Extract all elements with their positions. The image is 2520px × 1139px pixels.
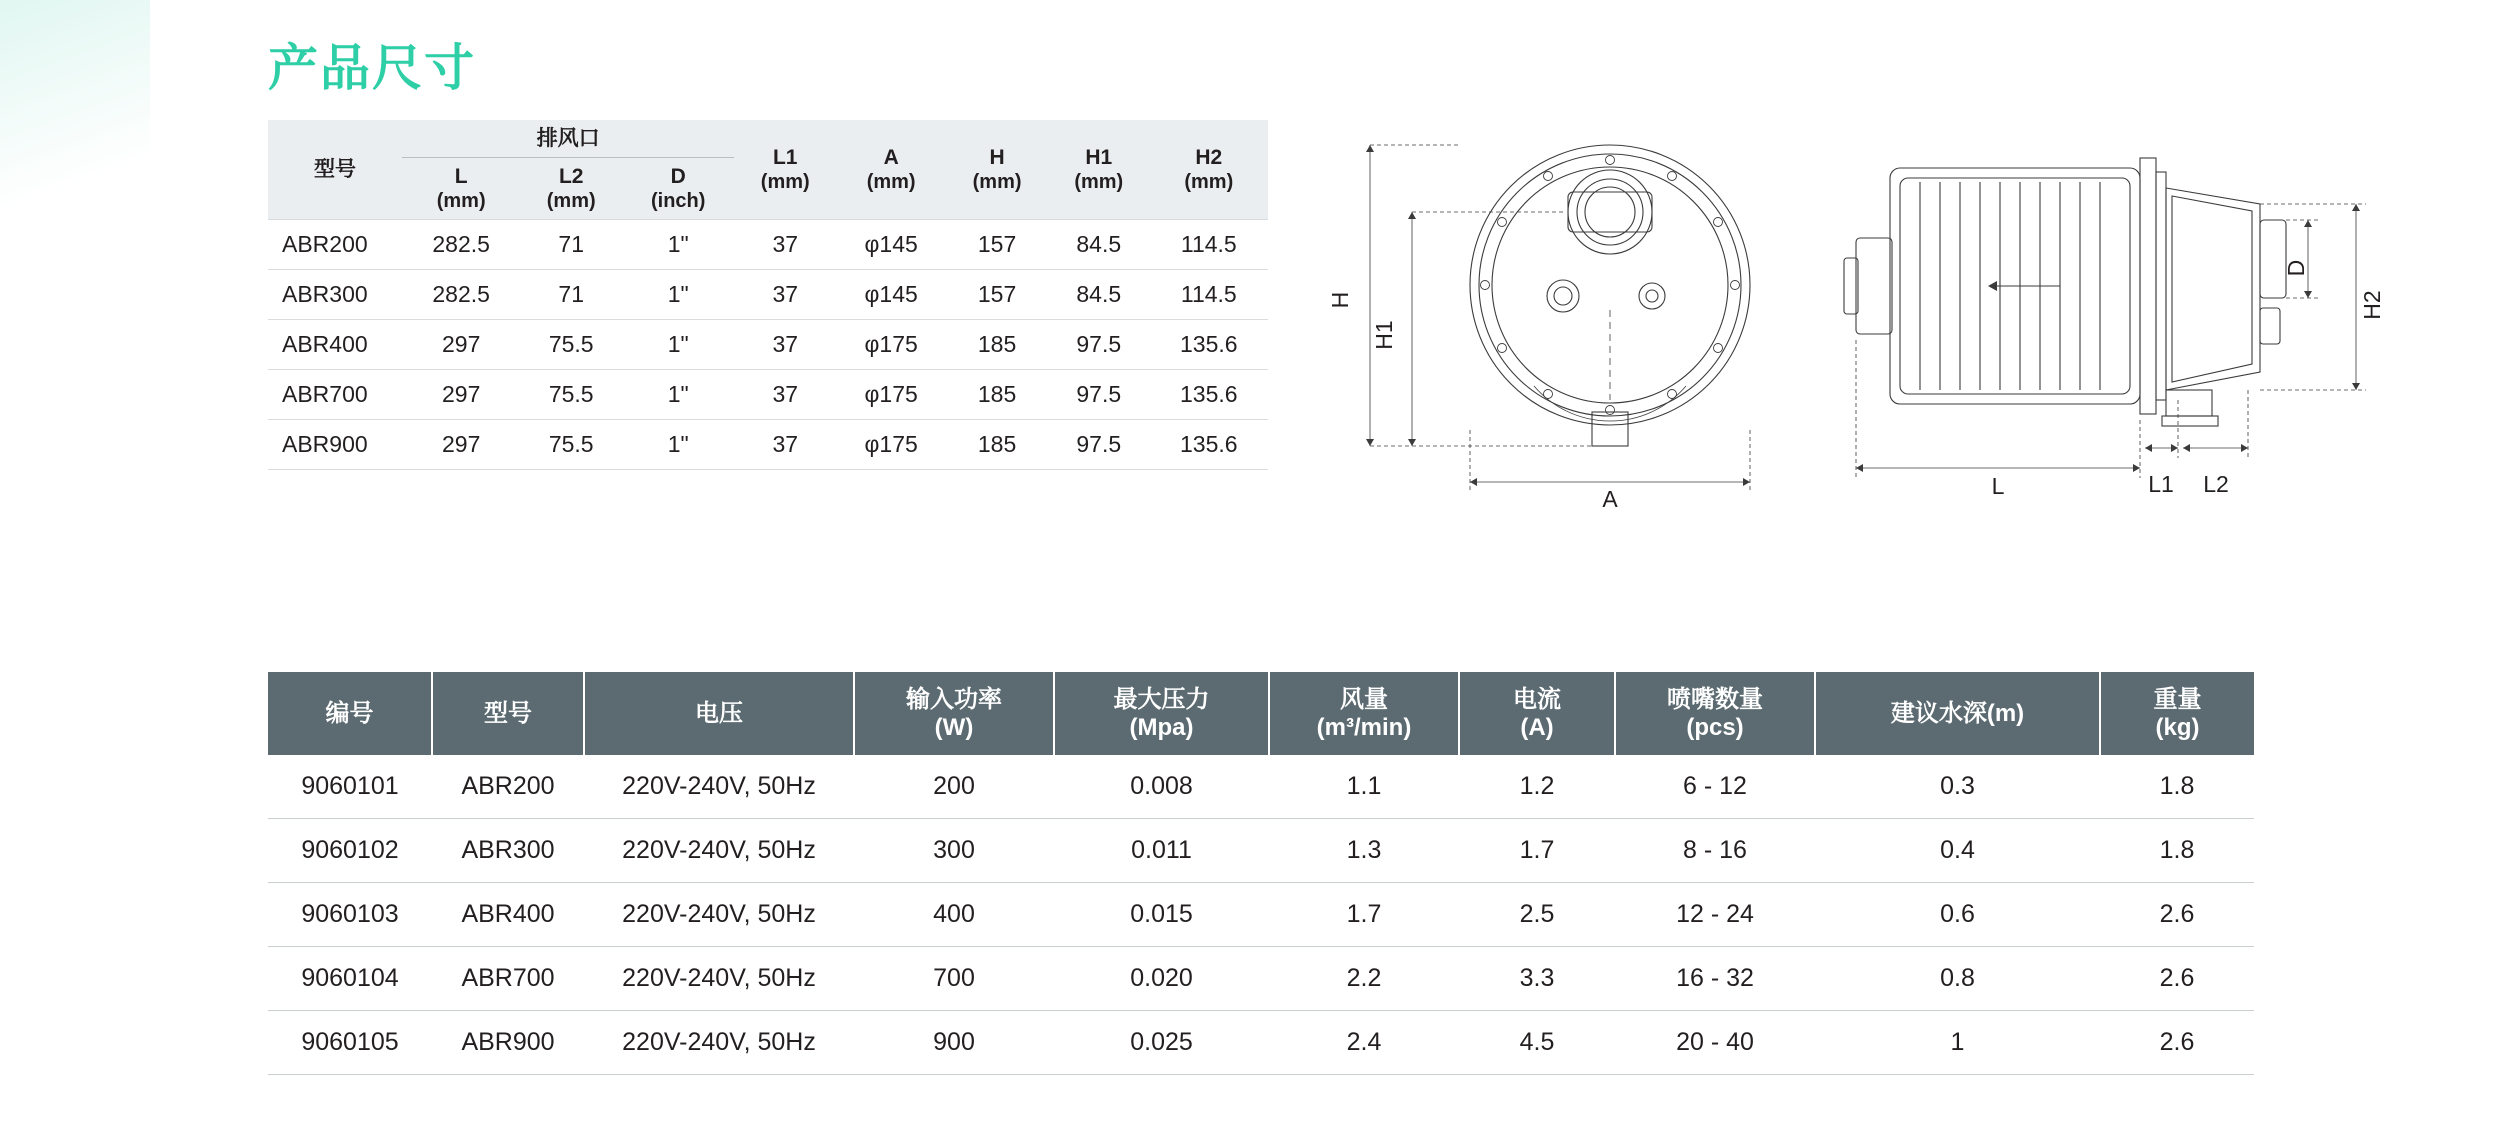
cell-pressure: 0.015 (1054, 883, 1269, 947)
cell-L1: 37 (734, 270, 836, 320)
col-header-D-name: D (670, 165, 686, 189)
cell-airflow: 1.7 (1269, 883, 1459, 947)
cell-D: 1" (622, 220, 734, 270)
col-header-pressure-line2: (Mpa) (1129, 713, 1194, 741)
cell-depth: 0.3 (1815, 755, 2100, 819)
cell-current: 2.5 (1459, 883, 1615, 947)
label-L2: L2 (2203, 471, 2229, 497)
col-header-current (1459, 672, 1615, 755)
cell-airflow: 2.2 (1269, 947, 1459, 1011)
col-header-L2-unit: (mm) (546, 190, 596, 213)
cell-D: 1" (622, 270, 734, 320)
cell-model: ABR700 (268, 370, 402, 420)
cell-depth: 0.6 (1815, 883, 2100, 947)
label-L1: L1 (2148, 471, 2174, 497)
col-header-H (946, 120, 1048, 220)
cell-A: φ145 (836, 270, 946, 320)
cell-L: 282.5 (402, 270, 520, 320)
table-row (268, 220, 1268, 270)
col-header-L-unit: (mm) (436, 190, 486, 213)
cell-current: 1.2 (1459, 755, 1615, 819)
cell-model: ABR300 (432, 819, 584, 883)
col-header-L-name: L (454, 165, 468, 189)
cell-L2: 75.5 (520, 370, 622, 420)
cell-L1: 37 (734, 320, 836, 370)
col-header-L2-name: L2 (558, 165, 584, 189)
cell-current: 3.3 (1459, 947, 1615, 1011)
col-header-model (432, 672, 584, 755)
cell-power: 300 (854, 819, 1054, 883)
corner-gradient-decoration (0, 0, 150, 230)
cell-A: φ175 (836, 370, 946, 420)
cell-D: 1" (622, 320, 734, 370)
specification-header-row (268, 672, 2254, 755)
cell-voltage: 220V-240V, 50Hz (584, 819, 854, 883)
col-header-airflow-line2: (m³/min) (1316, 713, 1412, 741)
col-header-code-line1: 编号 (325, 699, 374, 727)
col-header-weight-line1: 重量 (2153, 686, 2202, 713)
table-row (268, 320, 1268, 370)
cell-H2: 135.6 (1150, 420, 1268, 470)
cell-pressure: 0.020 (1054, 947, 1269, 1011)
front-view-dimensions (1366, 145, 1750, 492)
cell-L: 297 (402, 370, 520, 420)
col-header-A-name: A (883, 146, 899, 170)
cell-nozzles: 6 - 12 (1615, 755, 1815, 819)
cell-H2: 135.6 (1150, 370, 1268, 420)
col-header-current-line2: (A) (1520, 713, 1554, 741)
label-A: A (1602, 486, 1618, 512)
cell-L: 297 (402, 420, 520, 470)
col-header-nozzles-line2: (pcs) (1686, 713, 1744, 741)
cell-code: 9060103 (268, 883, 432, 947)
cell-H: 157 (946, 220, 1048, 270)
col-header-depth (1815, 672, 2100, 755)
col-header-pressure-line1: 最大压力 (1113, 686, 1210, 713)
cell-weight: 1.8 (2100, 819, 2254, 883)
col-header-L1-unit: (mm) (760, 171, 810, 194)
side-view-dimensions (1856, 204, 2366, 478)
dimension-table-body (268, 220, 1268, 470)
cell-pressure: 0.011 (1054, 819, 1269, 883)
cell-nozzles: 16 - 32 (1615, 947, 1815, 1011)
drawings-svg (1300, 100, 2480, 520)
col-header-group-outlet: 排风口 (402, 120, 734, 158)
cell-H1: 84.5 (1048, 270, 1150, 320)
cell-code: 9060101 (268, 755, 432, 819)
cell-model: ABR400 (268, 320, 402, 370)
cell-airflow: 1.3 (1269, 819, 1459, 883)
specification-table (268, 672, 2254, 1075)
label-D: D (2283, 259, 2309, 277)
col-header-H2 (1150, 120, 1268, 220)
cell-power: 700 (854, 947, 1054, 1011)
cell-H2: 114.5 (1150, 220, 1268, 270)
col-header-H2-name: H2 (1195, 146, 1223, 170)
label-L: L (1991, 473, 2005, 499)
cell-airflow: 1.1 (1269, 755, 1459, 819)
front-view-drawing (1470, 145, 1750, 446)
col-header-voltage (584, 672, 854, 755)
col-header-model: 型号 (268, 120, 402, 220)
cell-nozzles: 12 - 24 (1615, 883, 1815, 947)
cell-H1: 97.5 (1048, 320, 1150, 370)
cell-model: ABR700 (432, 947, 584, 1011)
cell-depth: 0.4 (1815, 819, 2100, 883)
cell-weight: 1.8 (2100, 755, 2254, 819)
cell-current: 4.5 (1459, 1011, 1615, 1075)
cell-voltage: 220V-240V, 50Hz (584, 1011, 854, 1075)
col-header-weight-line2: (kg) (2155, 713, 2200, 741)
cell-H2: 114.5 (1150, 270, 1268, 320)
cell-H1: 97.5 (1048, 370, 1150, 420)
table-row (268, 755, 2254, 819)
col-header-current-line1: 电流 (1513, 686, 1561, 713)
cell-nozzles: 20 - 40 (1615, 1011, 1815, 1075)
cell-L2: 71 (520, 220, 622, 270)
table-row (268, 370, 1268, 420)
cell-model: ABR400 (432, 883, 584, 947)
cell-H1: 84.5 (1048, 220, 1150, 270)
specification-table-head (268, 672, 2254, 755)
specification-table-body (268, 755, 2254, 1075)
cell-model: ABR300 (268, 270, 402, 320)
col-header-model-line1: 型号 (484, 699, 532, 727)
cell-weight: 2.6 (2100, 1011, 2254, 1075)
cell-H: 185 (946, 420, 1048, 470)
col-header-H-unit: (mm) (972, 171, 1022, 194)
col-header-H1-unit: (mm) (1074, 171, 1124, 194)
cell-L2: 71 (520, 270, 622, 320)
cell-code: 9060102 (268, 819, 432, 883)
table-row (268, 1011, 2254, 1075)
col-header-airflow-line1: 风量 (1340, 686, 1388, 713)
cell-voltage: 220V-240V, 50Hz (584, 883, 854, 947)
label-H1: H1 (1371, 320, 1397, 350)
cell-voltage: 220V-240V, 50Hz (584, 755, 854, 819)
cell-power: 900 (854, 1011, 1054, 1075)
col-header-nozzles-line1: 喷嘴数量 (1667, 686, 1763, 713)
table-row (268, 883, 2254, 947)
cell-A: φ145 (836, 220, 946, 270)
cell-code: 9060104 (268, 947, 432, 1011)
col-header-L1 (734, 120, 836, 220)
cell-H: 157 (946, 270, 1048, 320)
cell-L: 297 (402, 320, 520, 370)
col-header-power-line2: (W) (934, 713, 974, 741)
label-H: H (1327, 291, 1353, 309)
cell-H: 185 (946, 370, 1048, 420)
dimension-table (268, 120, 1268, 470)
cell-weight: 2.6 (2100, 883, 2254, 947)
cell-code: 9060105 (268, 1011, 432, 1075)
table-row (268, 819, 2254, 883)
col-header-H1 (1048, 120, 1150, 220)
dimension-table-head (268, 120, 1268, 220)
cell-model: ABR200 (432, 755, 584, 819)
col-header-L1-name: L1 (772, 146, 798, 170)
cell-L2: 75.5 (520, 320, 622, 370)
cell-H: 185 (946, 320, 1048, 370)
cell-H1: 97.5 (1048, 420, 1150, 470)
col-header-depth-line1: 建议水深(m) (1890, 699, 2025, 727)
cell-L: 282.5 (402, 220, 520, 270)
cell-depth: 1 (1815, 1011, 2100, 1075)
cell-power: 400 (854, 883, 1054, 947)
col-header-pressure (1054, 672, 1269, 755)
col-header-L (402, 158, 520, 220)
cell-H2: 135.6 (1150, 320, 1268, 370)
col-header-L2 (520, 158, 622, 220)
cell-D: 1" (622, 420, 734, 470)
col-header-A (836, 120, 946, 220)
cell-depth: 0.8 (1815, 947, 2100, 1011)
cell-airflow: 2.4 (1269, 1011, 1459, 1075)
col-header-H2-unit: (mm) (1184, 171, 1234, 194)
col-header-voltage-line1: 电压 (695, 699, 743, 727)
col-header-nozzles (1615, 672, 1815, 755)
cell-model: ABR900 (432, 1011, 584, 1075)
col-header-weight (2100, 672, 2254, 755)
col-header-D (622, 158, 734, 220)
page-title: 产品尺寸 (268, 40, 476, 96)
dimension-header-row-1 (268, 120, 1268, 158)
col-header-power-line1: 输入功率 (906, 686, 1002, 713)
technical-drawings (1300, 100, 2480, 520)
cell-L2: 75.5 (520, 420, 622, 470)
col-header-power (854, 672, 1054, 755)
col-header-A-unit: (mm) (866, 171, 916, 194)
col-header-H-name: H (989, 146, 1005, 170)
col-header-H1-name: H1 (1085, 146, 1113, 170)
table-row (268, 947, 2254, 1011)
cell-L1: 37 (734, 220, 836, 270)
side-view-drawing (1844, 158, 2286, 426)
table-row (268, 270, 1268, 320)
cell-weight: 2.6 (2100, 947, 2254, 1011)
cell-pressure: 0.025 (1054, 1011, 1269, 1075)
cell-A: φ175 (836, 320, 946, 370)
cell-model: ABR900 (268, 420, 402, 470)
cell-power: 200 (854, 755, 1054, 819)
label-H2: H2 (2359, 290, 2385, 320)
table-row (268, 420, 1268, 470)
cell-model: ABR200 (268, 220, 402, 270)
cell-L1: 37 (734, 420, 836, 470)
cell-current: 1.7 (1459, 819, 1615, 883)
cell-pressure: 0.008 (1054, 755, 1269, 819)
col-header-airflow (1269, 672, 1459, 755)
cell-L1: 37 (734, 370, 836, 420)
col-header-D-unit: (inch) (651, 190, 706, 213)
cell-A: φ175 (836, 420, 946, 470)
cell-voltage: 220V-240V, 50Hz (584, 947, 854, 1011)
col-header-code (268, 672, 432, 755)
cell-nozzles: 8 - 16 (1615, 819, 1815, 883)
cell-D: 1" (622, 370, 734, 420)
